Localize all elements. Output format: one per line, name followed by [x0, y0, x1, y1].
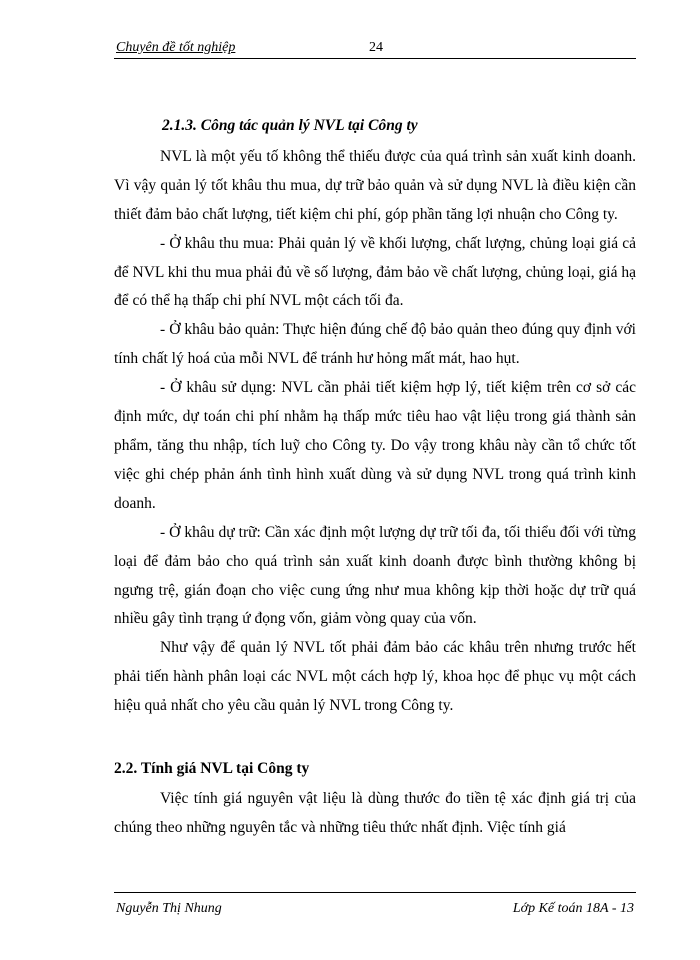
paragraph: - Ở khâu bảo quản: Thực hiện đúng chế độ bảo quản theo đúng quy định với tính chất lý hoá của mỗi NVL để tránh hư hỏng mất mát, hao hụt. — [114, 321, 636, 368]
section-heading-2-1-3: 2.1.3. Công tác quản lý NVL tại Công ty — [162, 117, 418, 134]
paragraph: Việc tính giá nguyên vật liệu là dùng thước đo tiền tệ xác định giá trị của chúng theo những nguyên tắc và những tiêu thức nhất định. Việc tính giá — [114, 789, 636, 836]
paragraph: - Ở khâu sử dụng: NVL cần phải tiết kiệm hợp lý, tiết kiệm trên cơ sở các định mức, dự toán chi phí nhằm hạ thấp mức tiêu hao vật liệu trong giá thành sản phẩm, tăng thu nhập, tích luỹ cho Công ty. Do vậy trong khâu này cần tổ chức tốt việc ghi chép phản ánh tình hình xuất dùng và sử dụng NVL trong quá trình kinh doanh. — [114, 379, 636, 512]
footer-author: Nguyễn Thị Nhung — [116, 901, 222, 916]
header-title: Chuyên đề tốt nghiệp — [116, 40, 236, 55]
footer-class: Lớp Kế toán 18A - 13 — [512, 901, 634, 916]
page-header — [114, 40, 636, 59]
paragraph: - Ở khâu thu mua: Phải quản lý về khối lượng, chất lượng, chủng loại giá cả để NVL khi thu mua phải đủ về số lượng, đảm bảo về chất lượng, chủng loại, giá hạ để có thể hạ thấp chi phí NVL một cách tối đa. — [114, 234, 636, 310]
paragraph: Như vậy để quản lý NVL tốt phải đảm bảo các khâu trên nhưng trước hết phải tiến hành phân loại các NVL một cách hợp lý, khoa học để phục vụ một cách hiệu quả nhất cho yêu cầu quản lý NVL trong Công ty. — [114, 639, 636, 715]
paragraph: - Ở khâu dự trữ: Cần xác định một lượng dự trữ tối đa, tối thiểu đối với từng loại để đảm bảo cho quá trình sản xuất kinh doanh được bình thường không bị ngưng trệ, gián đoạn cho việc cung ứng như mua không kịp thời hoặc dự trữ quá nhiều gây tình trạng ứ đọng vốn, giảm vòng quay của vốn. — [114, 523, 636, 628]
page-number: 24 — [369, 40, 383, 55]
section-heading-2-2: 2.2. Tính giá NVL tại Công ty — [114, 760, 310, 778]
paragraph: NVL là một yếu tố không thể thiếu được của quá trình sản xuất kinh doanh. Vì vậy quản lý tốt khâu thu mua, dự trữ bảo quản và sử dụng NVL là điều kiện cần thiết đảm bảo chất lượng, tiết kiệm chi phí, góp phần tăng lợi nhuận cho Công ty. — [114, 147, 636, 223]
page-body — [114, 112, 636, 843]
page-footer — [114, 892, 636, 917]
